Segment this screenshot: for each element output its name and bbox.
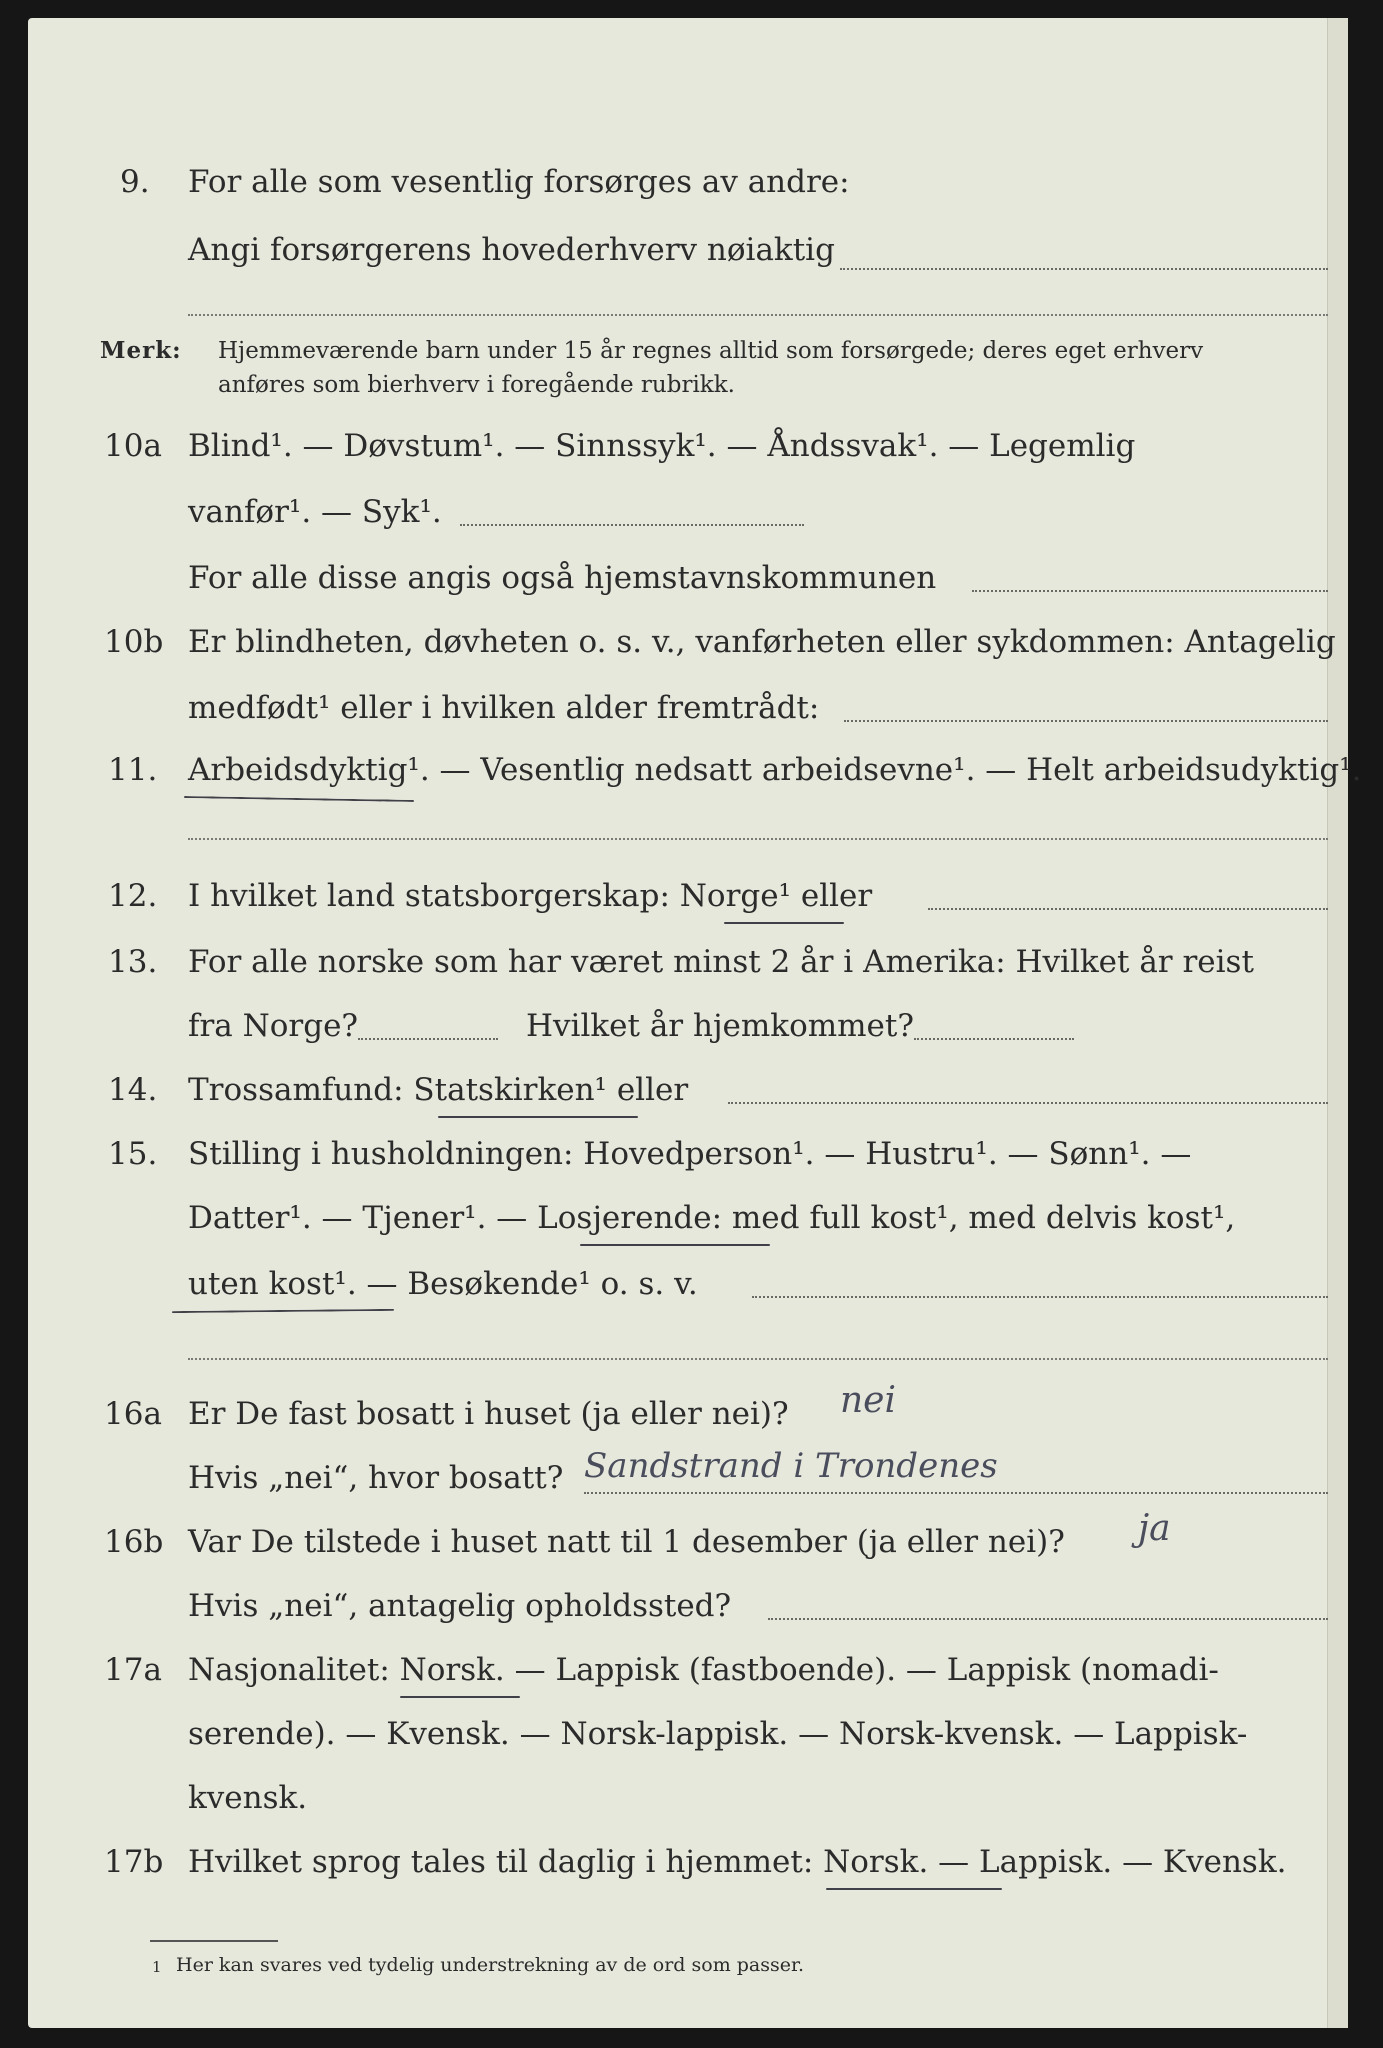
footnote-mark: 1 bbox=[152, 1958, 162, 1976]
q16a-answer-line bbox=[584, 1492, 1328, 1494]
q9-line1: For alle som vesentlig forsørges av andre: bbox=[188, 164, 850, 200]
q12-number: 12. bbox=[108, 878, 158, 914]
q13-year-left-line bbox=[358, 1038, 498, 1040]
q17a-line1: Nasjonalitet: Norsk. — Lappisk (fastboende). — Lappisk (nomadi- bbox=[188, 1652, 1219, 1688]
q16b-number: 16b bbox=[104, 1524, 164, 1560]
q15-line1: Stilling i husholdningen: Hovedperson¹. — Hustru¹. — Sønn¹. — bbox=[188, 1136, 1192, 1172]
q17b-line1: Hvilket sprog tales til daglig i hjemmet: Norsk. — Lappisk. — Kvensk. bbox=[188, 1844, 1287, 1880]
q17a-line3: kvensk. bbox=[188, 1780, 308, 1816]
q15-answer-line2 bbox=[188, 1358, 1328, 1360]
merk-line2: anføres som bierhverv i foregående rubrikk. bbox=[218, 372, 735, 398]
q11-answer-line bbox=[188, 838, 1328, 840]
q15-answer-line bbox=[752, 1296, 1328, 1298]
page-edge-strip bbox=[1327, 18, 1348, 2028]
q16a-line2: Hvis „nei“, hvor bosatt? bbox=[188, 1460, 564, 1496]
q12-answer-line bbox=[928, 908, 1328, 910]
q14-answer-line bbox=[728, 1102, 1328, 1104]
q10b-number: 10b bbox=[104, 624, 164, 660]
q16b-answer-line bbox=[768, 1618, 1328, 1620]
q10a-line3: For alle disse angis også hjemstavnskommunen bbox=[188, 560, 937, 596]
q13-year-returned-line bbox=[914, 1038, 1074, 1040]
q10b-line1: Er blindheten, døvheten o. s. v., vanførheten eller sykdommen: Antagelig bbox=[188, 624, 1336, 660]
q14-number: 14. bbox=[108, 1072, 158, 1108]
q10a-kommune-line bbox=[972, 590, 1328, 592]
q17a-number: 17a bbox=[104, 1652, 162, 1688]
q15-underline-uten-kost bbox=[172, 1309, 394, 1313]
q12-underline-norge bbox=[724, 922, 844, 924]
q11-line1: Arbeidsdyktig¹. — Vesentlig nedsatt arbeidsevne¹. — Helt arbeidsudyktig¹. bbox=[188, 752, 1362, 788]
q17b-underline-norsk bbox=[826, 1888, 1002, 1890]
q10b-answer-line bbox=[844, 720, 1328, 722]
q9-number: 9. bbox=[120, 164, 150, 200]
q16a-handwritten-answer: nei bbox=[840, 1380, 897, 1421]
footnote-rule bbox=[150, 1940, 278, 1942]
q17a-underline-norsk bbox=[400, 1696, 520, 1698]
q13-line2a: fra Norge? bbox=[188, 1008, 359, 1044]
q16b-line2: Hvis „nei“, antagelig opholdssted? bbox=[188, 1588, 732, 1624]
q16a-number: 16a bbox=[104, 1396, 162, 1432]
q10a-number: 10a bbox=[104, 428, 162, 464]
q9-line2: Angi forsørgerens hovederhverv nøiaktig bbox=[188, 232, 835, 268]
q15-number: 15. bbox=[108, 1136, 158, 1172]
q13-number: 13. bbox=[108, 944, 158, 980]
q11-underline-arbeidsdyktig bbox=[184, 796, 414, 802]
q17a-line2: serende). — Kvensk. — Norsk-lappisk. — Norsk-kvensk. — Lappisk- bbox=[188, 1716, 1248, 1752]
q10a-line2: vanfør¹. — Syk¹. bbox=[188, 494, 442, 530]
q10a-syk-line bbox=[460, 524, 804, 526]
q15-line3: uten kost¹. — Besøkende¹ o. s. v. bbox=[188, 1266, 698, 1302]
q13-line2b: Hvilket år hjemkommet? bbox=[526, 1008, 914, 1044]
q16b-handwritten-answer: ja bbox=[1138, 1508, 1171, 1549]
q10a-line1: Blind¹. — Døvstum¹. — Sinnssyk¹. — Åndssvak¹. — Legemlig bbox=[188, 428, 1136, 464]
q12-line1: I hvilket land statsborgerskap: Norge¹ eller bbox=[188, 878, 873, 914]
q10b-line2: medfødt¹ eller i hvilken alder fremtrådt: bbox=[188, 690, 820, 726]
q14-underline-statskirken bbox=[438, 1116, 638, 1118]
footnote-text: Her kan svares ved tydelig understrekning av de ord som passer. bbox=[176, 1954, 805, 1976]
q11-number: 11. bbox=[108, 752, 158, 788]
q13-line1: For alle norske som har været minst 2 år i Amerika: Hvilket år reist bbox=[188, 944, 1254, 980]
q14-line1: Trossamfund: Statskirken¹ eller bbox=[188, 1072, 689, 1108]
q16a-line1: Er De fast bosatt i huset (ja eller nei)? bbox=[188, 1396, 789, 1432]
q16b-line1: Var De tilstede i huset natt til 1 desember (ja eller nei)? bbox=[188, 1524, 1065, 1560]
q9-answer-line bbox=[840, 268, 1328, 270]
census-form-page bbox=[28, 18, 1362, 2028]
q16a-handwritten-place: Sandstrand i Trondenes bbox=[584, 1446, 998, 1486]
q17b-number: 17b bbox=[104, 1844, 164, 1880]
q15-line2: Datter¹. — Tjener¹. — Losjerende: med full kost¹, med delvis kost¹, bbox=[188, 1200, 1236, 1236]
q9-answer-line2 bbox=[188, 314, 1328, 316]
merk-line1: Hjemmeværende barn under 15 år regnes alltid som forsørgede; deres eget erhverv bbox=[218, 338, 1204, 364]
merk-label: Merk: bbox=[100, 337, 182, 364]
q15-underline-losjerende bbox=[580, 1244, 770, 1246]
